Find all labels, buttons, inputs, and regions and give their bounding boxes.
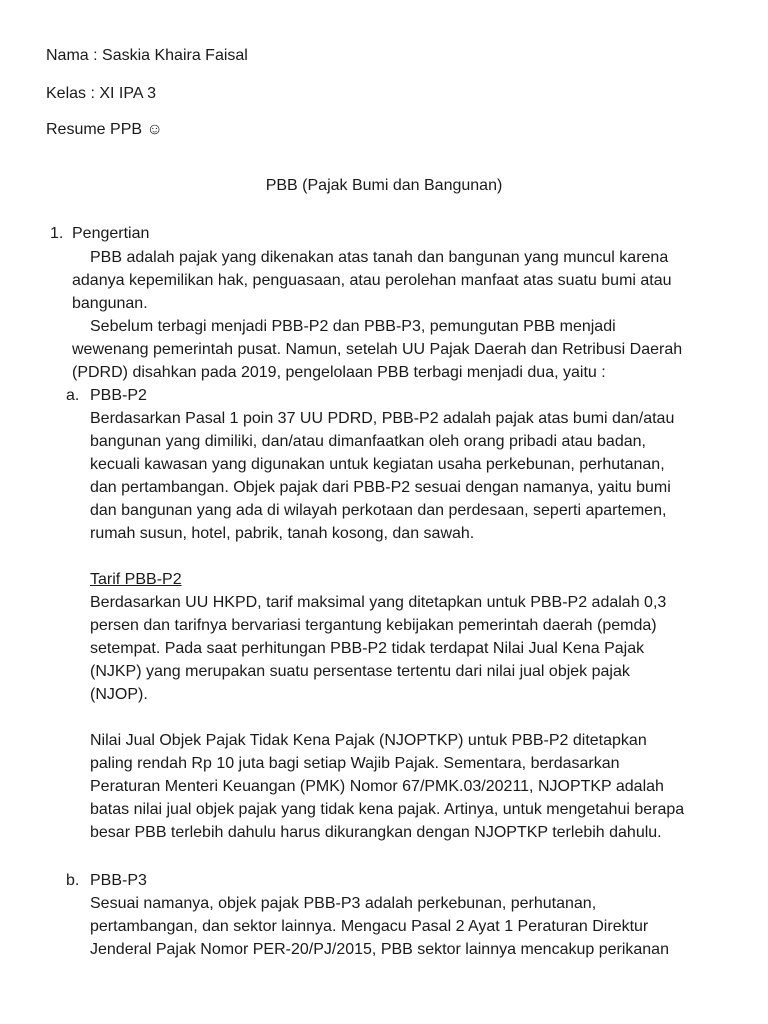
- intro-paragraph-2: [72, 315, 737, 384]
- text-line: wewenang pemerintah pusat. Namun, setelah UU Pajak Daerah dan Retribusi Daerah: [72, 341, 683, 358]
- text-line: kecuali kawasan yang digunakan untuk kegiatan usaha perkebunan, perhutanan,: [90, 456, 665, 473]
- text-line: besar PBB terlebih dahulu harus dikurangkan dengan NJOPTKP terlebih dahulu.: [90, 824, 662, 841]
- text-line: (PDRD) disahkan pada 2019, pengelolaan PBB terbagi menjadi dua, yaitu :: [72, 364, 606, 381]
- text-line: adanya kepemilikan hak, penguasaan, atau perolehan manfaat atas suatu bumi atau: [72, 272, 672, 289]
- intro-paragraph: [72, 246, 737, 315]
- resume-label: Resume PPB ☺: [46, 121, 163, 138]
- text-line: Berdasarkan UU HKPD, tarif maksimal yang ditetapkan untuk PBB-P2 adalah 0,3: [90, 594, 667, 611]
- text-line: dan pertambangan. Objek pajak dari PBB-P2 sesuai dengan namanya, yaitu bumi: [90, 479, 671, 496]
- text-line: Sesuai namanya, objek pajak PBB-P3 adalah perkebunan, perhutanan,: [90, 895, 597, 912]
- item-b-title: PBB-P3: [90, 872, 147, 889]
- text-line: pertambangan, dan sektor lainnya. Mengacu Pasal 2 Ayat 1 Peraturan Direktur: [90, 918, 649, 935]
- text-line: setempat. Pada saat perhitungan PBB-P2 tidak terdapat Nilai Jual Kena Pajak: [90, 640, 645, 657]
- document-title: PBB (Pajak Bumi dan Bangunan): [265, 177, 503, 194]
- text-line: PBB adalah pajak yang dikenakan atas tanah dan bangunan yang muncul karena: [90, 249, 669, 266]
- text-line: (NJOP).: [90, 686, 148, 703]
- text-line: batas nilai jual objek pajak yang tidak kena pajak. Artinya, untuk mengetahui berapa: [90, 801, 685, 818]
- text-line: Jenderal Pajak Nomor PER-20/PJ/2015, PBB sektor lainnya mencakup perikanan: [90, 941, 669, 958]
- text-line: bangunan.: [72, 295, 148, 312]
- text-line: Berdasarkan Pasal 1 poin 37 UU PDRD, PBB-P2 adalah pajak atas bumi dan/atau: [90, 410, 675, 427]
- section-number: 1.: [50, 225, 64, 242]
- student-class: Kelas : XI IPA 3: [46, 85, 156, 102]
- text-line: Sebelum terbagi menjadi PBB-P2 dan PBB-P3, pemungutan PBB menjadi: [90, 318, 616, 335]
- item-a-title: PBB-P2: [90, 387, 147, 404]
- njoptkp-paragraph: [90, 729, 735, 844]
- text-line: paling rendah Rp 10 juta bagi setiap Wajib Pajak. Sementara, berdasarkan: [90, 755, 620, 772]
- text-line: persen dan tarifnya bervariasi tergantung kebijakan pemerintah daerah (pemda): [90, 617, 657, 634]
- tarif-heading: Tarif PBB-P2: [90, 571, 182, 588]
- tarif-paragraph: [90, 591, 735, 706]
- list-marker-a: a.: [66, 387, 80, 404]
- text-line: (NJKP) yang merupakan suatu persentase tertentu dari nilai jual objek pajak: [90, 663, 630, 680]
- text-line: Peraturan Menteri Keuangan (PMK) Nomor 67/PMK.03/20211, NJOPTKP adalah: [90, 778, 664, 795]
- text-line: dan bangunan yang ada di wilayah perkotaan dan perdesaan, seperti apartemen,: [90, 502, 667, 519]
- item-b-paragraph: [90, 892, 735, 961]
- item-a-paragraph: [90, 407, 735, 545]
- list-marker-b: b.: [66, 872, 80, 889]
- student-name: Nama : Saskia Khaira Faisal: [46, 47, 248, 64]
- section-heading: Pengertian: [72, 225, 150, 242]
- text-line: rumah susun, hotel, pabrik, tanah kosong, dan sawah.: [90, 525, 475, 542]
- text-line: Nilai Jual Objek Pajak Tidak Kena Pajak (NJOPTKP) untuk PBB-P2 ditetapkan: [90, 732, 647, 749]
- text-line: bangunan yang dimiliki, dan/atau dimanfaatkan oleh orang pribadi atau badan,: [90, 433, 646, 450]
